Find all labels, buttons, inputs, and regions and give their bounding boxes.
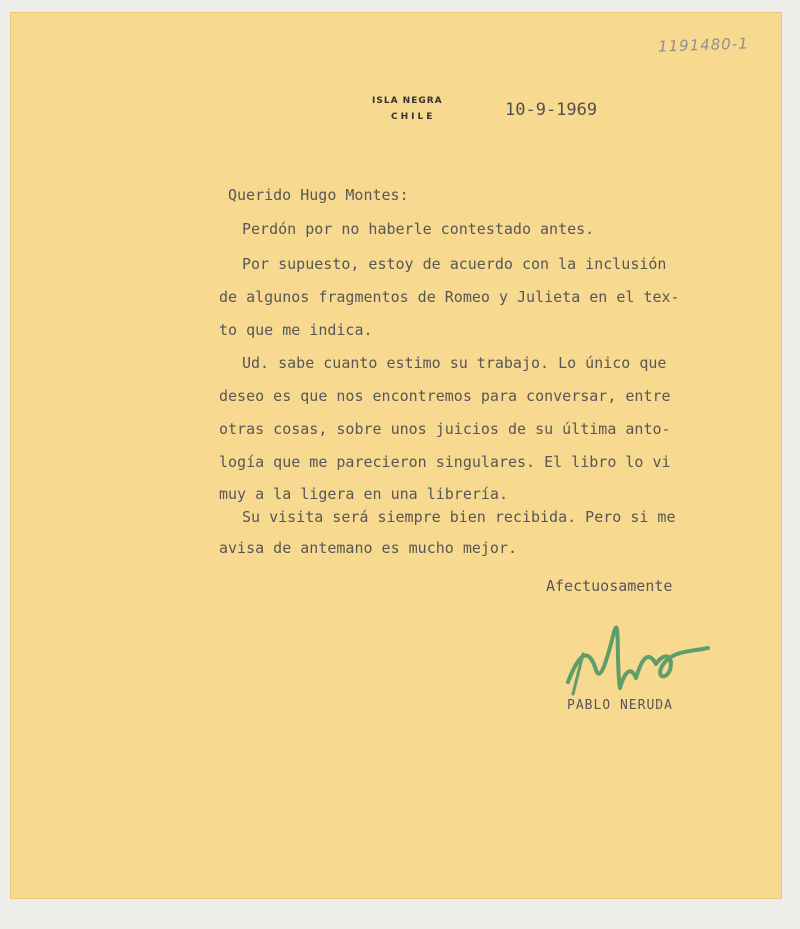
greeting: Querido Hugo Montes: <box>228 186 409 204</box>
letter-page <box>10 12 782 899</box>
body-line-9: muy a la ligera en una librería. <box>219 485 508 503</box>
body-line-1: Perdón por no haberle contestado antes. <box>242 220 595 238</box>
body-line-11: avisa de antemano es mucho mejor. <box>219 539 518 557</box>
body-line-2: Por supuesto, estoy de acuerdo con la inclusión <box>242 255 667 273</box>
archive-reference: 1191480-1 <box>657 34 750 56</box>
letterhead-place: ISLA NEGRA <box>372 96 443 106</box>
body-line-8: logía que me parecieron singulares. El libro lo vi <box>219 453 671 471</box>
body-line-7: otras cosas, sobre unos juicios de su última anto- <box>219 420 671 438</box>
body-line-6: deseo es que nos encontremos para conversar, entre <box>219 387 671 405</box>
handwritten-signature <box>558 612 726 710</box>
letterhead-country: CHILE <box>391 112 436 122</box>
body-line-10: Su visita será siempre bien recibida. Pero si me <box>242 508 676 526</box>
body-line-3: de algunos fragmentos de Romeo y Julieta en el tex- <box>219 288 680 306</box>
body-line-4: to que me indica. <box>219 321 373 339</box>
body-line-5: Ud. sabe cuanto estimo su trabajo. Lo único que <box>242 354 667 372</box>
closing: Afectuosamente <box>546 577 673 595</box>
letter-date: 10-9-1969 <box>505 100 598 120</box>
signature-name: PABLO NERUDA <box>567 698 673 713</box>
